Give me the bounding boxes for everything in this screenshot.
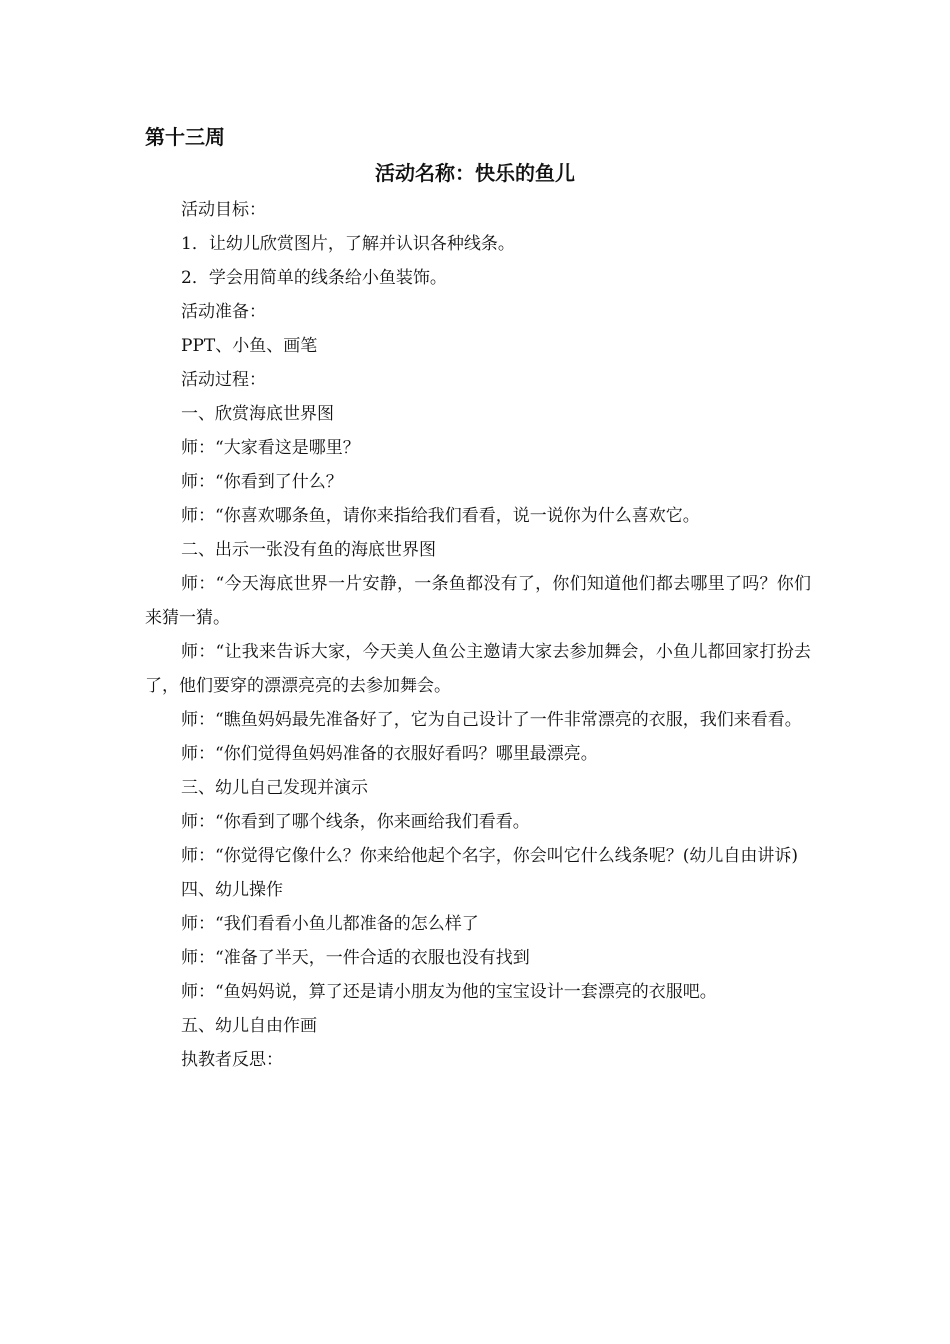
document-body [145, 193, 811, 1077]
goal-item: 2．学会用简单的线条给小鱼装饰。 [181, 268, 447, 288]
step-heading: 四、幼儿操作 [181, 880, 283, 900]
teacher-line: 师：“准备了半天，一件合适的衣服也没有找到 [181, 948, 530, 968]
teacher-line: 师：“你喜欢哪条鱼，请你来指给我们看看，说一说你为什么喜欢它。 [181, 506, 700, 526]
goal-item: 1．让幼儿欣赏图片，了解并认识各种线条。 [181, 234, 515, 254]
step-heading: 三、幼儿自己发现并演示 [181, 778, 368, 798]
section-label-goals: 活动目标： [181, 200, 266, 220]
step-heading: 一、欣赏海底世界图 [181, 404, 334, 424]
teacher-line: 师：“我们看看小鱼儿都准备的怎么样了 [181, 914, 479, 934]
teacher-line: 师：“你看到了哪个线条，你来画给我们看看。 [181, 812, 530, 832]
teacher-line: 师：“让我来告诉大家，今天美人鱼公主邀请大家去参加舞会，小鱼儿都回家打扮去了，他们要穿的漂漂亮亮的去参加舞会。 [145, 642, 811, 696]
teacher-line: 师：“瞧鱼妈妈最先准备好了，它为自己设计了一件非常漂亮的衣服，我们来看看。 [181, 710, 802, 730]
teacher-line: 师：“你看到了什么？ [181, 472, 343, 492]
teacher-line: 师：“大家看这是哪里？ [181, 438, 360, 458]
step-heading: 五、幼儿自由作画 [181, 1016, 317, 1036]
section-label-process: 活动过程： [181, 370, 266, 390]
section-label-reflection: 执教者反思： [181, 1050, 283, 1070]
teacher-line: 师：“鱼妈妈说，算了还是请小朋友为他的宝宝设计一套漂亮的衣服吧。 [181, 982, 717, 1002]
teacher-line: 师：“你们觉得鱼妈妈准备的衣服好看吗？哪里最漂亮。 [181, 744, 598, 764]
section-label-preparation: 活动准备： [181, 302, 266, 322]
materials-list: PPT、小鱼、画笔 [181, 336, 318, 356]
activity-title: 活动名称：快乐的鱼儿 [375, 161, 575, 185]
teacher-line: 师：“今天海底世界一片安静，一条鱼都没有了，你们知道他们都去哪里了吗？你们来猜一猜。 [145, 574, 811, 628]
week-title: 第十三周 [145, 125, 225, 149]
step-heading: 二、出示一张没有鱼的海底世界图 [181, 540, 436, 560]
teacher-line: 师：“你觉得它像什么？你来给他起个名字，你会叫它什么线条呢？(幼儿自由讲诉) [181, 846, 798, 866]
